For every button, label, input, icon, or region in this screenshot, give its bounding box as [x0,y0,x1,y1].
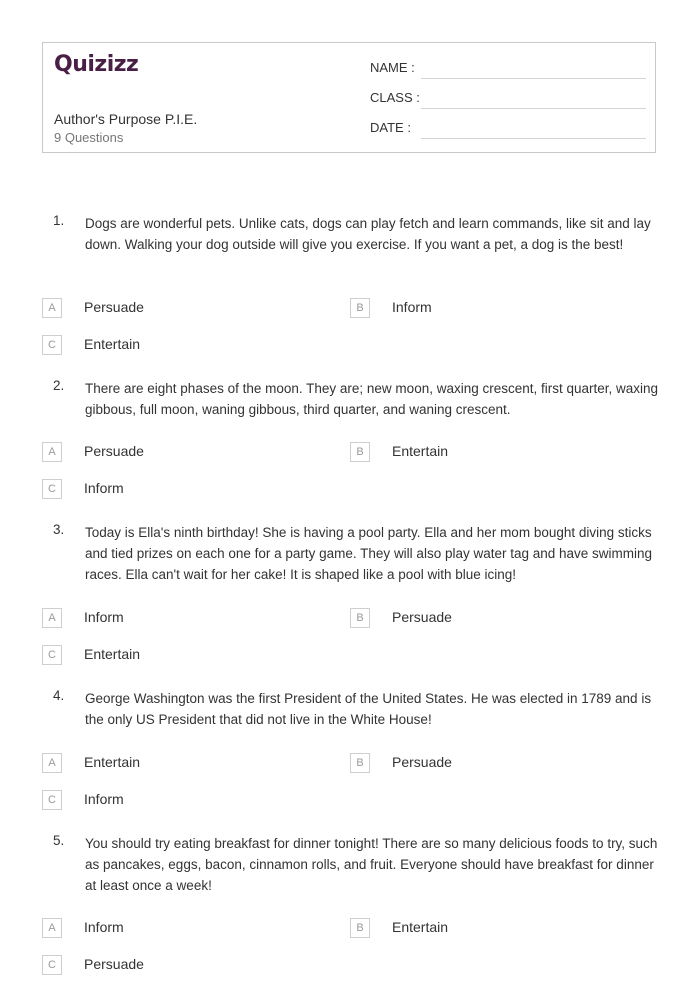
option-letter-b: B [350,918,370,938]
class-line[interactable] [421,108,646,109]
question-text: You should try eating breakfast for dinner tonight! There are so many delicious foods to try, such as pancakes, eggs, bacon, cinnamon rolls, and fruit. Everyone should have breakfast for dinner at least once a week! [85,836,658,893]
option-text: Persuade [84,956,144,972]
question-text: George Washington was the first President of the United States. He was elected in 1789 and is the only US President that did not live in the White House! [85,691,652,727]
option-text: Entertain [392,443,449,459]
option-text: Persuade [84,299,144,315]
option-letter-c: C [42,790,62,810]
date-line[interactable] [421,138,646,139]
worksheet-title: Author's Purpose P.I.E. [54,111,198,127]
option-letter-a: A [42,298,62,318]
option-text: Inform [84,919,124,935]
option-letter-a: A [42,608,62,628]
question-number: 5. [53,833,65,848]
option-letter-b: B [350,442,370,462]
option-letter-a: A [42,918,62,938]
name-line[interactable] [421,78,646,79]
option-text: Persuade [84,443,144,459]
question-text: There are eight phases of the moon. They are; new moon, waxing crescent, first quarter, waxing gibbous, full moon, waning gibbous, third quarter, and waning crescent. [85,381,659,417]
option-text: Entertain [392,919,449,935]
option-text: Entertain [84,336,141,352]
quizizz-logo: Quizizz [54,52,139,77]
option-text: Entertain [84,646,141,662]
option-letter-b: B [350,608,370,628]
option-letter-b: B [350,298,370,318]
question-number: 1. [53,213,65,228]
option-letter-c: C [42,479,62,499]
worksheet-header [42,42,656,153]
question-text: Today is Ella's ninth birthday! She is having a pool party. Ella and her mom bought diving sticks and tied prizes on each one for a party game. They will also play water tag and have swimming races. Ella can't wait for her cake! It is shaped like a pool with blue icing! [85,525,653,582]
option-letter-b: B [350,753,370,773]
option-text: Inform [84,480,124,496]
question-text: Dogs are wonderful pets. Unlike cats, dogs can play fetch and learn commands, like sit and lay down. Walking your dog outside will give you exercise. If you want a pet, a dog is the best! [85,216,651,252]
date-label: DATE : [370,120,411,135]
option-text: Inform [84,791,124,807]
question-number: 2. [53,378,65,393]
option-text: Inform [392,299,432,315]
option-text: Inform [84,609,124,625]
question-number: 3. [53,522,65,537]
question-number: 4. [53,688,65,703]
option-text: Entertain [84,754,141,770]
name-label: NAME : [370,60,415,75]
option-letter-c: C [42,955,62,975]
option-letter-c: C [42,335,62,355]
option-letter-a: A [42,753,62,773]
option-text: Persuade [392,754,452,770]
class-label: CLASS : [370,90,420,105]
question-count: 9 Questions [54,130,124,145]
option-letter-a: A [42,442,62,462]
option-text: Persuade [392,609,452,625]
option-letter-c: C [42,645,62,665]
